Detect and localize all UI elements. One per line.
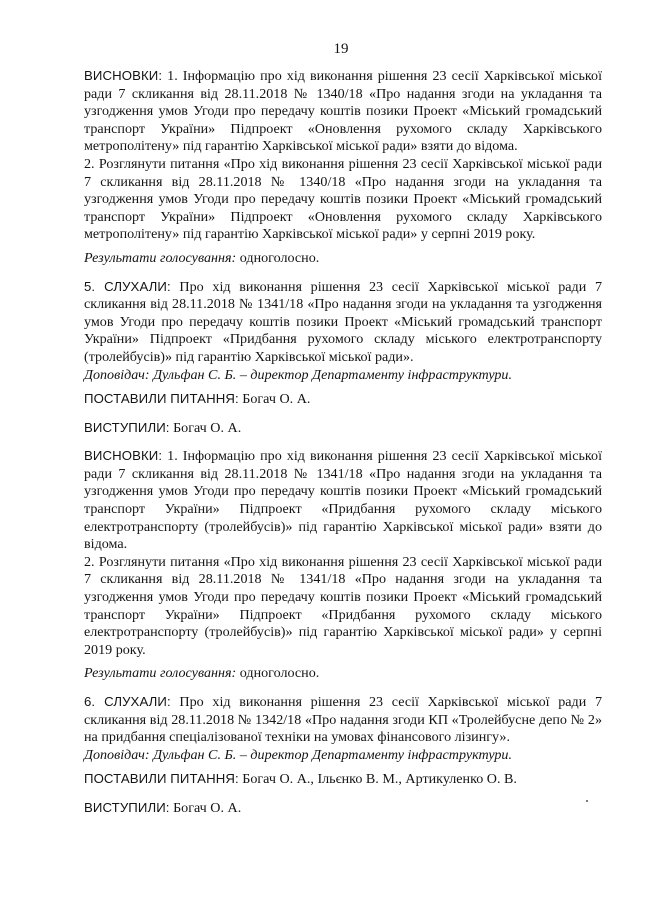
paragraph-text: 2. Розглянути питання «Про хід виконання рішення 23 сесії Харківської міської ради 7 скликання від 28.11.2018 № 1341/18 «Про надання згоди на укладання та узгодження умов Угоди про передачу коштів позики Проект «Міський громадський транспорт України» Підпроект «Придбання рухомого складу міського електротранспорту (тролейбусів)» під гарантію Харківської міської ради» у серпні 2019 року. bbox=[84, 553, 602, 658]
voting-result bbox=[84, 250, 602, 268]
heard-paragraph bbox=[84, 693, 602, 747]
decision-item-paragraph bbox=[84, 554, 602, 660]
paragraph-text: Богач О. А. bbox=[169, 419, 242, 436]
section-label: ВИСТУПИЛИ: bbox=[84, 419, 170, 435]
paragraph-text: Про хід виконання рішення 23 сесії Харківської міської ради 7 скликання від 28.11.2018 № 1342/18 «Про надання згоди КП «Тролейбусне депо № 2» на придбання спеціалізованої техніки на умовах фінансового лізингу». bbox=[84, 694, 602, 746]
paragraph-text: Богач О. А. bbox=[169, 799, 242, 816]
voting-label: Результати голосування: bbox=[84, 665, 237, 682]
voting-result bbox=[84, 665, 602, 683]
speaker-line bbox=[84, 367, 602, 385]
conclusions-paragraph bbox=[84, 67, 602, 156]
section-label: 5. СЛУХАЛИ: bbox=[84, 278, 171, 294]
questions-line bbox=[84, 390, 602, 409]
paragraph-text: Богач О. А., Ільєнко В. М., Артикуленко О. В. bbox=[238, 771, 517, 788]
voting-value: одноголосно. bbox=[236, 665, 320, 682]
spoke-line bbox=[84, 799, 602, 818]
conclusions-paragraph bbox=[84, 447, 602, 554]
section-label: ВИСНОВКИ: bbox=[84, 448, 163, 464]
section-label: ВИСТУПИЛИ: bbox=[84, 799, 170, 815]
section-label: 6. СЛУХАЛИ: bbox=[84, 694, 171, 709]
voting-value: одноголосно. bbox=[236, 249, 320, 266]
heard-paragraph bbox=[84, 278, 602, 367]
section-label: ПОСТАВИЛИ ПИТАННЯ: bbox=[84, 771, 239, 787]
spoke-line bbox=[84, 419, 602, 438]
paragraph-text: 2. Розглянути питання «Про хід виконання рішення 23 сесії Харківської міської ради 7 скликання від 28.11.2018 № 1340/18 «Про надання згоди на укладання та узгодження умов Угоди про передачу коштів позики Проект «Міський громадський транспорт України» Підпроект «Оновлення рухомого складу Харківського метрополітену» під гарантію Харківської міської ради» у серпні 2019 року. bbox=[84, 155, 602, 243]
scan-speck bbox=[586, 800, 588, 802]
document-page bbox=[84, 40, 602, 818]
voting-label: Результати голосування: bbox=[84, 249, 237, 266]
speaker-text: Доповідач: Дульфан С. Б. – директор Департаменту інфраструктури. bbox=[84, 366, 513, 383]
speaker-text: Доповідач: Дульфан С. Б. – директор Департаменту інфраструктури. bbox=[84, 746, 513, 763]
speaker-line bbox=[84, 747, 602, 765]
section-label: ПОСТАВИЛИ ПИТАННЯ: bbox=[84, 391, 239, 407]
paragraph-text: 1. Інформацію про хід виконання рішення 23 сесії Харківської міської ради 7 скликання від 28.11.2018 № 1340/18 «Про надання згоди на укладання та узгодження умов Угоди про передачу коштів позики Проект «Міський громадський транспорт України» Підпроект «Оновлення рухомого складу Харківського метрополітену» під гарантію Харківської міської ради» взяти до відома. bbox=[84, 68, 602, 155]
paragraph-text: Богач О. А. bbox=[238, 391, 311, 408]
section-label: ВИСНОВКИ: bbox=[84, 68, 163, 83]
questions-line bbox=[84, 770, 602, 789]
decision-item-paragraph bbox=[84, 156, 602, 244]
paragraph-text: Про хід виконання рішення 23 сесії Харківської міської ради 7 скликання від 28.11.2018 № 1341/18 «Про надання згоди на укладання та узгодження умов Угоди про передачу коштів позики Проект «Міський громадський транспорт України» Підпроект «Придбання рухомого складу міського електротранспорту (тролейбусів)» під гарантію Харківської міської ради». bbox=[84, 278, 602, 365]
page-number: 19 bbox=[333, 41, 349, 57]
paragraph-text: 1. Інформацію про хід виконання рішення 23 сесії Харківської міської ради 7 скликання від 28.11.2018 № 1341/18 «Про надання згоди на укладання та узгодження умов Угоди про передачу коштів позики Проект «Міський громадський транспорт України» Підпроект «Придбання рухомого складу міського електротранспорту (тролейбусів)» під гарантію Харківської міської ради» взяти до відома. bbox=[84, 448, 602, 553]
